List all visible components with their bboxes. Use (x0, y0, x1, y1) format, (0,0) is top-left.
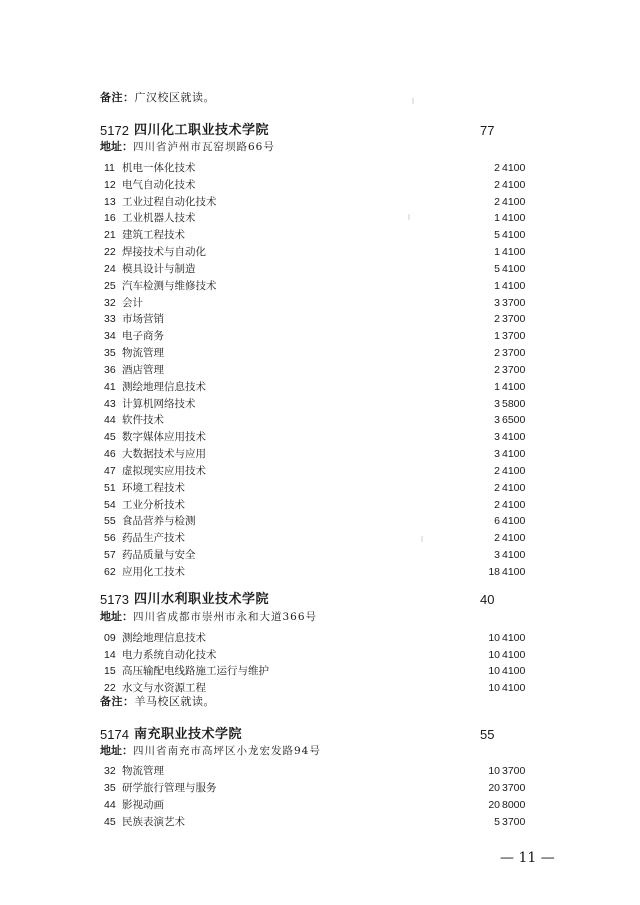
enroll-count: 3 (494, 431, 500, 444)
page-number: — 11 — (500, 850, 555, 866)
enroll-count: 3 (494, 549, 500, 562)
enroll-count: 2 (494, 481, 500, 494)
major-name: 测绘地理信息技术 (122, 632, 206, 644)
enroll-count: 2 (494, 178, 500, 191)
tuition-fee: 3700 (502, 296, 526, 309)
scan-mark (421, 536, 423, 542)
tuition-fee: 4100 (502, 464, 526, 477)
address-label: 地址： (100, 744, 133, 757)
major-code: 13 (104, 195, 116, 208)
enroll-count: 6 (494, 515, 500, 528)
major-code: 44 (104, 414, 116, 427)
major-row (100, 763, 560, 779)
major-name: 电气自动化技术 (122, 178, 196, 191)
note-text: 羊马校区就读。 (134, 695, 215, 708)
major-name: 研学旅行管理与服务 (122, 782, 217, 794)
major-code: 43 (104, 397, 116, 410)
tuition-fee: 4100 (502, 481, 526, 494)
major-row (100, 513, 560, 529)
tuition-fee: 4100 (502, 246, 526, 259)
major-name: 环境工程技术 (122, 481, 185, 494)
enroll-count: 2 (494, 532, 500, 545)
school-address-5173 (100, 610, 317, 624)
scan-mark (408, 214, 410, 220)
major-row (100, 663, 560, 679)
major-name: 影视动画 (122, 799, 164, 811)
scan-mark (412, 98, 414, 104)
address-text: 四川省南充市高坪区小龙宏发路94号 (133, 745, 321, 757)
enroll-count: 5 (494, 816, 500, 828)
tuition-fee: 3700 (502, 330, 526, 343)
tuition-fee: 4100 (502, 431, 526, 444)
enroll-count: 20 (488, 782, 500, 794)
tuition-fee: 4100 (502, 515, 526, 528)
tuition-fee: 4100 (502, 648, 526, 661)
address-label: 地址： (100, 610, 133, 623)
tuition-fee: 5800 (502, 397, 526, 410)
major-code: 34 (104, 330, 116, 343)
major-code: 55 (104, 515, 116, 528)
note-top (100, 91, 215, 105)
note-5173 (100, 695, 215, 709)
tuition-fee: 4100 (502, 565, 526, 578)
tuition-fee: 4100 (502, 498, 526, 511)
major-row (100, 564, 560, 580)
tuition-fee: 4100 (502, 212, 526, 225)
school-name: 四川化工职业技术学院 (134, 123, 270, 138)
tuition-fee: 3700 (502, 782, 526, 794)
tuition-fee: 4100 (502, 262, 526, 275)
enroll-count: 3 (494, 397, 500, 410)
enroll-count: 3 (494, 448, 500, 461)
major-code: 35 (104, 782, 116, 794)
major-row (100, 278, 560, 294)
major-name: 软件技术 (122, 414, 164, 427)
major-name: 物流管理 (122, 765, 164, 777)
major-code: 16 (104, 212, 116, 225)
tuition-fee: 4100 (502, 229, 526, 242)
major-code: 57 (104, 549, 116, 562)
enroll-count: 2 (494, 464, 500, 477)
major-row (100, 497, 560, 513)
enroll-count: 5 (494, 262, 500, 275)
major-code: 32 (104, 296, 116, 309)
major-name: 会计 (122, 296, 143, 309)
enroll-count: 1 (494, 380, 500, 393)
enroll-count: 10 (488, 765, 500, 777)
major-name: 虚拟现实应用技术 (122, 464, 206, 477)
major-name: 模具设计与制造 (122, 262, 196, 275)
major-row (100, 244, 560, 260)
major-row (100, 362, 560, 378)
enroll-count: 1 (494, 330, 500, 343)
enroll-count: 3 (494, 296, 500, 309)
major-code: 09 (104, 632, 116, 644)
major-row (100, 530, 560, 546)
address-text: 四川省泸州市瓦窑坝路66号 (133, 141, 275, 153)
major-name: 酒店管理 (122, 363, 164, 376)
major-name: 工业机器人技术 (122, 212, 196, 225)
enroll-count: 2 (494, 162, 500, 174)
tuition-fee: 4100 (502, 195, 526, 208)
tuition-fee: 4100 (502, 532, 526, 545)
major-name: 工业分析技术 (122, 498, 185, 511)
major-name: 药品质量与安全 (122, 549, 196, 562)
enroll-count: 18 (488, 565, 500, 578)
major-row (100, 412, 560, 428)
major-name: 工业过程自动化技术 (122, 195, 217, 208)
major-row (100, 328, 560, 344)
tuition-fee: 3700 (502, 765, 526, 777)
school-header-5174 (100, 726, 560, 744)
major-row (100, 396, 560, 412)
note-label: 备注： (100, 695, 135, 708)
enroll-count: 1 (494, 212, 500, 225)
major-name: 机电一体化技术 (122, 162, 196, 174)
major-row (100, 446, 560, 462)
major-code: 54 (104, 498, 116, 511)
major-code: 47 (104, 464, 116, 477)
major-name: 食品营养与检测 (122, 515, 196, 528)
major-code: 14 (104, 648, 116, 661)
major-row (100, 480, 560, 496)
major-row (100, 345, 560, 361)
enroll-count: 20 (488, 799, 500, 811)
major-row (100, 463, 560, 479)
major-name: 药品生产技术 (122, 532, 185, 545)
school-total: 40 (480, 592, 495, 607)
tuition-fee: 3700 (502, 313, 526, 326)
major-name: 大数据技术与应用 (122, 448, 206, 461)
major-code: 56 (104, 532, 116, 545)
major-code: 51 (104, 481, 116, 494)
major-code: 41 (104, 380, 116, 393)
major-code: 21 (104, 229, 116, 242)
enroll-count: 2 (494, 498, 500, 511)
major-code: 62 (104, 565, 116, 578)
tuition-fee: 8000 (502, 799, 526, 811)
major-code: 35 (104, 347, 116, 360)
enroll-count: 10 (488, 682, 500, 695)
major-row (100, 194, 560, 210)
major-name: 建筑工程技术 (122, 229, 185, 242)
major-row (100, 311, 560, 327)
enroll-count: 5 (494, 229, 500, 242)
major-name: 计算机网络技术 (122, 397, 196, 410)
major-name: 测绘地理信息技术 (122, 380, 206, 393)
major-code: 36 (104, 363, 116, 376)
tuition-fee: 4100 (502, 682, 526, 695)
tuition-fee: 4100 (502, 632, 526, 644)
major-row (100, 680, 560, 696)
enroll-count: 10 (488, 665, 500, 678)
enroll-count: 1 (494, 279, 500, 292)
major-name: 电子商务 (122, 330, 164, 343)
major-name: 高压输配电线路施工运行与维护 (122, 665, 269, 678)
major-row (100, 295, 560, 311)
note-label: 备注： (100, 91, 135, 104)
enroll-count: 2 (494, 313, 500, 326)
tuition-fee: 4100 (502, 279, 526, 292)
tuition-fee: 3700 (502, 347, 526, 360)
major-code: 25 (104, 279, 116, 292)
major-name: 水文与水资源工程 (122, 682, 206, 695)
major-code: 15 (104, 665, 116, 678)
tuition-fee: 4100 (502, 178, 526, 191)
enroll-count: 2 (494, 195, 500, 208)
school-address-5174 (100, 744, 321, 758)
enroll-count: 3 (494, 414, 500, 427)
note-text: 广汉校区就读。 (134, 91, 215, 104)
major-name: 数字媒体应用技术 (122, 431, 206, 444)
major-row (100, 814, 560, 830)
major-row (100, 379, 560, 395)
major-code: 46 (104, 448, 116, 461)
major-name: 物流管理 (122, 347, 164, 360)
tuition-fee: 4100 (502, 448, 526, 461)
school-name: 四川水利职业技术学院 (134, 592, 270, 607)
enroll-count: 10 (488, 632, 500, 644)
major-name: 汽车检测与维修技术 (122, 279, 217, 292)
school-address-5172 (100, 140, 275, 154)
major-code: 12 (104, 178, 116, 191)
enroll-count: 1 (494, 246, 500, 259)
major-row (100, 160, 560, 176)
major-code: 22 (104, 246, 116, 259)
major-code: 33 (104, 313, 116, 326)
enroll-count: 2 (494, 347, 500, 360)
school-total: 77 (480, 123, 495, 138)
address-text: 四川省成都市崇州市永和大道366号 (133, 611, 318, 623)
major-code: 44 (104, 799, 116, 811)
major-code: 22 (104, 682, 116, 695)
major-row (100, 227, 560, 243)
major-code: 45 (104, 816, 116, 828)
major-code: 11 (104, 162, 115, 174)
major-name: 市场营销 (122, 313, 164, 326)
major-name: 电力系统自动化技术 (122, 648, 217, 661)
major-row (100, 261, 560, 277)
tuition-fee: 4100 (502, 162, 526, 174)
major-row (100, 177, 560, 193)
tuition-fee: 4100 (502, 665, 526, 678)
enroll-count: 10 (488, 648, 500, 661)
school-code: 5173 (100, 592, 129, 607)
major-name: 焊接技术与自动化 (122, 246, 206, 259)
school-code: 5174 (100, 727, 129, 742)
major-name: 民族表演艺术 (122, 816, 185, 828)
major-row (100, 210, 560, 226)
major-code: 32 (104, 765, 116, 777)
major-name: 应用化工技术 (122, 565, 185, 578)
tuition-fee: 3700 (502, 816, 526, 828)
major-row (100, 630, 560, 646)
school-total: 55 (480, 727, 495, 742)
address-label: 地址： (100, 140, 133, 153)
school-header-5173 (100, 591, 560, 609)
major-row (100, 647, 560, 663)
school-name: 南充职业技术学院 (134, 727, 243, 742)
tuition-fee: 3700 (502, 363, 526, 376)
major-row (100, 780, 560, 796)
tuition-fee: 6500 (502, 414, 526, 427)
major-row (100, 797, 560, 813)
school-header-5172 (100, 122, 560, 140)
enroll-count: 2 (494, 363, 500, 376)
school-code: 5172 (100, 123, 129, 138)
major-code: 45 (104, 431, 116, 444)
tuition-fee: 4100 (502, 549, 526, 562)
major-row (100, 547, 560, 563)
tuition-fee: 4100 (502, 380, 526, 393)
major-code: 24 (104, 262, 116, 275)
major-row (100, 429, 560, 445)
